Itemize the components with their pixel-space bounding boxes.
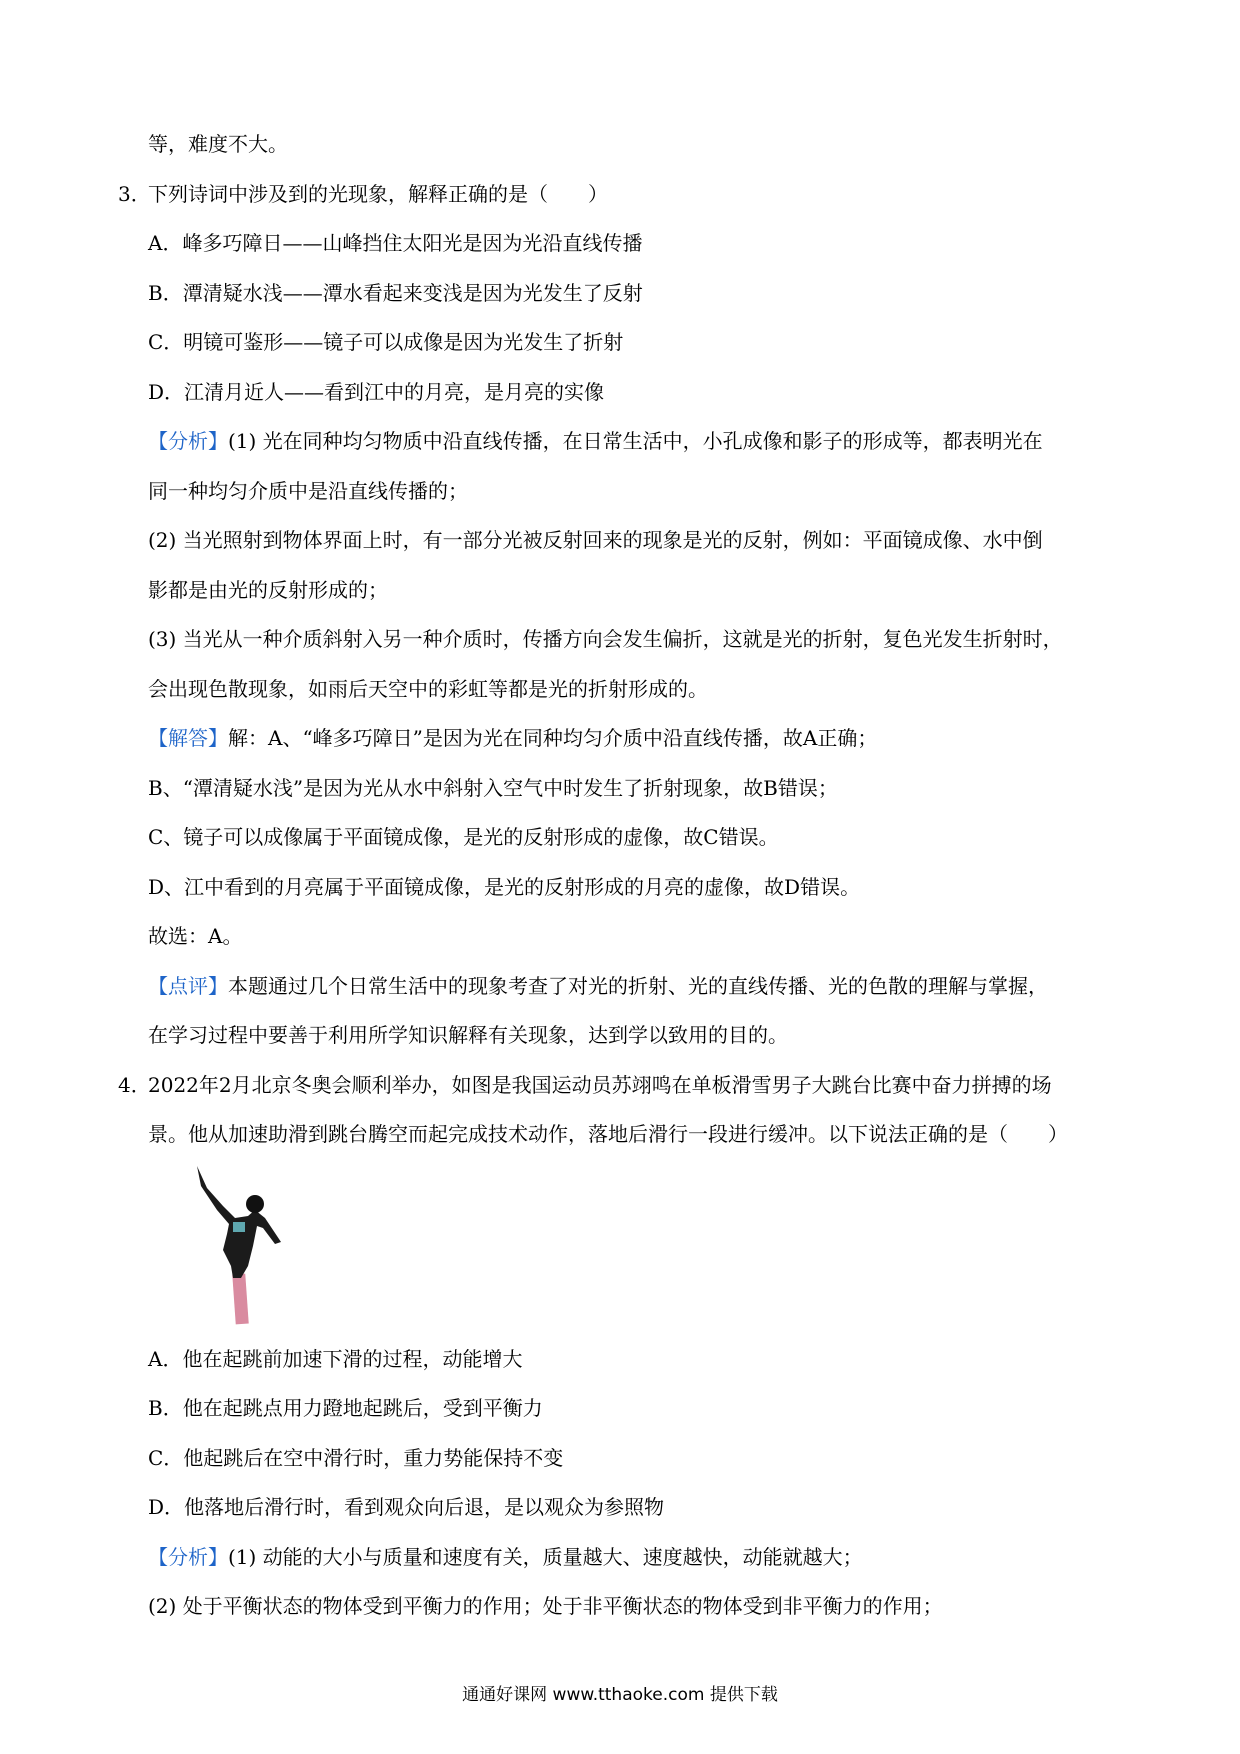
text-line: 等，难度不大。 bbox=[148, 132, 288, 156]
analysis-text: (1) 光在同种均匀物质中沿直线传播，在日常生活中，小孔成像和影子的形成等，都表明光在 bbox=[228, 429, 1043, 453]
answer-text: 解：A、“峰多巧障日”是因为光在同种均匀介质中沿直线传播，故A正确； bbox=[228, 726, 878, 750]
option-a: A．峰多巧障日——山峰挡住太阳光是因为光沿直线传播 bbox=[148, 231, 643, 255]
analysis-text: (1) 动能的大小与质量和速度有关，质量越大、速度越快，动能就越大； bbox=[228, 1544, 863, 1569]
text-line: 景。他从加速助滑到跳台腾空而起完成技术动作，落地后滑行一段进行缓冲。以下说法正确的是（ ） bbox=[148, 1122, 1068, 1146]
text-line: D、江中看到的月亮属于平面镜成像，是光的反射形成的月亮的虚像，故D错误。 bbox=[148, 874, 861, 899]
text-line: C、镜子可以成像属于平面镜成像，是光的反射形成的虚像，故C错误。 bbox=[148, 825, 779, 849]
text-line: 在学习过程中要善于利用所学知识解释有关现象，达到学以致用的目的。 bbox=[148, 1023, 788, 1047]
option-c: C．明镜可鉴形——镜子可以成像是因为光发生了折射 bbox=[148, 330, 624, 354]
text-line: 同一种均匀介质中是沿直线传播的； bbox=[148, 478, 468, 503]
text-line: (2) 当光照射到物体界面上时，有一部分光被反射回来的现象是光的反射，例如：平面镜成像、水中倒 bbox=[148, 528, 1043, 552]
option-c: C．他起跳后在空中滑行时，重力势能保持不变 bbox=[148, 1445, 564, 1470]
text-line: 会出现色散现象，如雨后天空中的彩虹等都是光的折射形成的。 bbox=[148, 676, 708, 701]
document-body bbox=[118, 120, 1138, 1632]
text-line: (3) 当光从一种介质斜射入另一种介质时，传播方向会发生偏折，这就是光的折射，复色光发生折射时， bbox=[148, 627, 1063, 651]
snowboarder-figure bbox=[148, 1160, 1138, 1335]
text-line: 故选：A。 bbox=[148, 924, 243, 948]
option-d: D．江清月近人——看到江中的月亮，是月亮的实像 bbox=[148, 379, 605, 404]
question-number: 3． bbox=[118, 181, 151, 206]
question-3-stem bbox=[118, 170, 1138, 220]
text-line: B、“潭清疑水浅”是因为光从水中斜射入空气中时发生了折射现象，故B错误； bbox=[148, 775, 838, 800]
question-number: 4． bbox=[118, 1072, 151, 1097]
analysis-line bbox=[148, 1533, 1138, 1583]
text-line: (2) 处于平衡状态的物体受到平衡力的作用；处于非平衡状态的物体受到非平衡力的作用； bbox=[148, 1594, 943, 1618]
question-text: 下列诗词中涉及到的光现象，解释正确的是（ ） bbox=[148, 181, 608, 206]
answer-line bbox=[148, 714, 1138, 764]
question-text: 2022年2月北京冬奥会顺利举办，如图是我国运动员苏翊鸣在单板滑雪男子大跳台比赛中奋力拼搏的场 bbox=[148, 1072, 1052, 1097]
option-b: B．他在起跳点用力蹬地起跳后，受到平衡力 bbox=[148, 1396, 543, 1420]
question-4-stem bbox=[118, 1061, 1138, 1111]
option-d: D．他落地后滑行时，看到观众向后退，是以观众为参照物 bbox=[148, 1495, 665, 1519]
answer-tag: 【解答】 bbox=[148, 726, 228, 750]
analysis-line bbox=[148, 417, 1138, 467]
option-a: A．他在起跳前加速下滑的过程，动能增大 bbox=[148, 1346, 523, 1371]
option-b: B．潭清疑水浅——潭水看起来变浅是因为光发生了反射 bbox=[148, 280, 643, 305]
comment-text: 本题通过几个日常生活中的现象考查了对光的折射、光的直线传播、光的色散的理解与掌握， bbox=[228, 973, 1048, 998]
page-footer: 通通好课网 www.tthaoke.com 提供下载 bbox=[462, 1685, 778, 1705]
comment-line bbox=[148, 962, 1138, 1012]
comment-tag: 【点评】 bbox=[148, 973, 228, 998]
snowboarder-icon bbox=[193, 1166, 283, 1331]
text-line: 影都是由光的反射形成的； bbox=[148, 577, 388, 602]
analysis-tag: 【分析】 bbox=[148, 429, 228, 453]
analysis-tag: 【分析】 bbox=[148, 1544, 228, 1569]
